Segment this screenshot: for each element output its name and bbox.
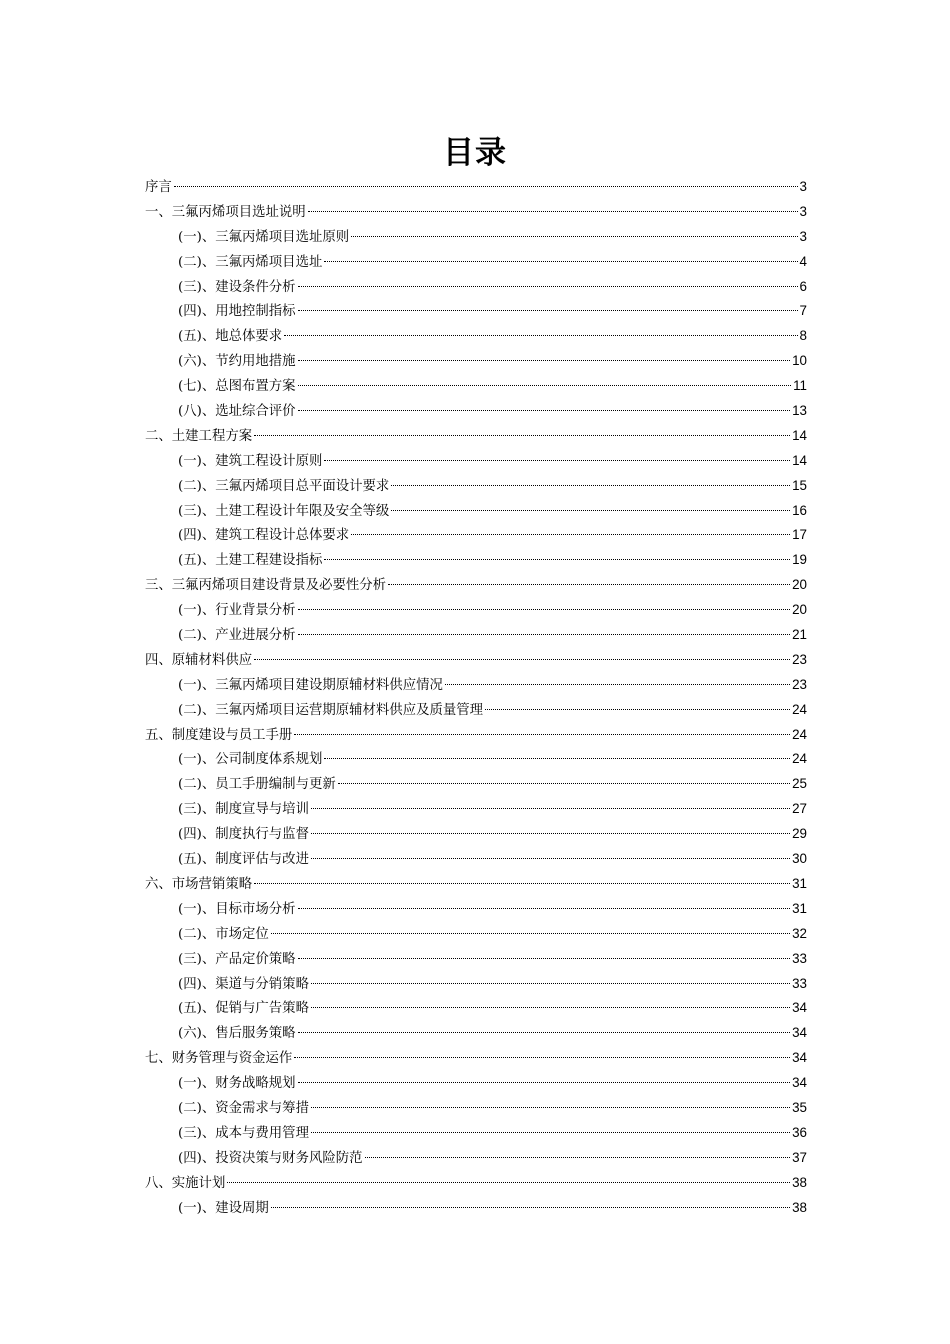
toc-page-number: 24: [792, 701, 807, 717]
toc-page-number: 38: [792, 1199, 807, 1215]
toc-entry-title: (一)、公司制度体系规划: [178, 752, 323, 768]
toc-page-number: 4: [799, 253, 807, 269]
toc-page-number: 29: [792, 826, 807, 842]
toc-subentry[interactable]: [145, 598, 807, 623]
toc-entry-title: (一)、行业背景分析: [178, 603, 296, 619]
toc-subentry[interactable]: [145, 374, 807, 399]
toc-dot-leader: [311, 1007, 790, 1008]
toc-dot-leader: [324, 261, 797, 262]
toc-page-number: 33: [792, 975, 807, 991]
toc-dot-leader: [298, 310, 798, 311]
toc-subentry[interactable]: [145, 349, 807, 374]
toc-page-number: 36: [792, 1124, 807, 1140]
toc-dot-leader: [298, 385, 792, 386]
toc-entry-title: (二)、市场定位: [178, 926, 269, 942]
toc-dot-leader: [311, 983, 790, 984]
toc-page-number: 3: [799, 228, 807, 244]
toc-page-number: 25: [792, 776, 807, 792]
toc-dot-leader: [308, 211, 798, 212]
toc-entry-title: (四)、投资决策与财务风险防范: [178, 1150, 363, 1166]
toc-entry-title: (二)、产业进展分析: [178, 628, 296, 644]
toc-page-number: 32: [792, 925, 807, 941]
toc-entry[interactable]: [145, 200, 807, 225]
toc-dot-leader: [294, 734, 790, 735]
toc-entry-title: (二)、资金需求与筹措: [178, 1100, 309, 1116]
toc-dot-leader: [271, 1207, 790, 1208]
toc-dot-leader: [294, 1057, 790, 1058]
toc-dot-leader: [298, 410, 791, 411]
toc-subentry[interactable]: [145, 698, 807, 723]
toc-dot-leader: [254, 883, 790, 884]
toc-dot-leader: [324, 559, 790, 560]
toc-entry-title: (三)、产品定价策略: [178, 951, 296, 967]
toc-entry-title: (四)、渠道与分销策略: [178, 976, 309, 992]
toc-entry-title: (五)、地总体要求: [178, 329, 283, 345]
toc-entry-title: 八、实施计划: [145, 1175, 226, 1191]
toc-dot-leader: [298, 1082, 791, 1083]
toc-dot-leader: [298, 908, 791, 909]
toc-page-number: 11: [793, 378, 807, 394]
toc-entry-title: (一)、财务战略规划: [178, 1076, 296, 1092]
toc-entry-title: 序言: [145, 180, 172, 195]
toc-entry-title: (二)、三氟丙烯项目选址: [178, 254, 323, 270]
toc-entry[interactable]: [145, 175, 807, 200]
toc-subentry[interactable]: [145, 499, 807, 524]
toc-page-number: 10: [792, 353, 807, 369]
toc-entry-title: (二)、三氟丙烯项目总平面设计要求: [178, 478, 390, 494]
page-title: 目录: [443, 135, 507, 171]
toc-subentry[interactable]: [145, 1021, 807, 1046]
toc-entry-title: 六、市场营销策略: [145, 876, 253, 892]
toc-page-number: 34: [792, 1025, 807, 1041]
toc-subentry[interactable]: [145, 1146, 807, 1171]
toc-dot-leader: [254, 659, 790, 660]
toc-entry[interactable]: [145, 872, 807, 897]
toc-entry-title: (三)、成本与费用管理: [178, 1125, 309, 1141]
toc-dot-leader: [311, 808, 790, 809]
toc-page-number: 6: [799, 278, 807, 294]
toc-subentry[interactable]: [145, 225, 807, 250]
toc-page-number: 21: [792, 627, 807, 643]
toc-subentry[interactable]: [145, 474, 807, 499]
toc-dot-leader: [391, 510, 790, 511]
toc-page-number: 23: [792, 651, 807, 667]
toc-page-number: 15: [792, 477, 807, 493]
toc-dot-leader: [284, 335, 797, 336]
toc-entry-title: (五)、制度评估与改进: [178, 852, 309, 868]
toc-subentry[interactable]: [145, 324, 807, 349]
toc-dot-leader: [391, 485, 790, 486]
toc-subentry[interactable]: [145, 972, 807, 997]
toc-dot-leader: [311, 1132, 790, 1133]
toc-entry-title: (一)、目标市场分析: [178, 901, 296, 917]
toc-subentry[interactable]: [145, 299, 807, 324]
toc-entry[interactable]: [145, 1171, 807, 1196]
toc-subentry[interactable]: [145, 847, 807, 872]
toc-dot-leader: [445, 684, 790, 685]
toc-dot-leader: [311, 1107, 790, 1108]
toc-page-number: 31: [792, 875, 807, 891]
toc-subentry[interactable]: [145, 897, 807, 922]
toc-dot-leader: [311, 833, 790, 834]
toc-subentry[interactable]: [145, 673, 807, 698]
toc-dot-leader: [365, 1157, 791, 1158]
toc-page-number: 27: [792, 801, 807, 817]
toc-entry-title: (八)、选址综合评价: [178, 404, 296, 420]
toc-page-number: 8: [799, 328, 807, 344]
toc-page-number: 31: [792, 900, 807, 916]
toc-entry-title: 二、土建工程方案: [145, 428, 253, 444]
toc-entry-title: 七、财务管理与资金运作: [145, 1051, 293, 1067]
toc-dot-leader: [338, 783, 790, 784]
toc-entry[interactable]: [145, 573, 807, 598]
toc-entry[interactable]: [145, 1046, 807, 1071]
toc-subentry[interactable]: [145, 449, 807, 474]
toc-entry[interactable]: [145, 424, 807, 449]
toc-subentry[interactable]: [145, 523, 807, 548]
toc-dot-leader: [351, 236, 797, 237]
toc-subentry[interactable]: [145, 1071, 807, 1096]
toc-entry-title: 五、制度建设与员工手册: [145, 727, 293, 743]
toc-page-number: 34: [792, 1075, 807, 1091]
toc-subentry[interactable]: [145, 250, 807, 275]
toc-entry-title: (一)、三氟丙烯项目选址原则: [178, 229, 350, 245]
toc-page-number: 24: [792, 726, 807, 742]
toc-entry-title: (三)、建设条件分析: [178, 279, 296, 295]
toc-entry-title: (六)、售后服务策略: [178, 1026, 296, 1042]
toc-page-number: 20: [792, 602, 807, 618]
toc-subentry[interactable]: [145, 996, 807, 1021]
toc-page-number: 19: [792, 552, 807, 568]
toc-page-number: 16: [792, 502, 807, 518]
toc-subentry[interactable]: [145, 548, 807, 573]
toc-entry-title: 四、原辅材料供应: [145, 652, 253, 668]
toc-page-number: 17: [792, 527, 807, 543]
toc-dot-leader: [485, 709, 790, 710]
toc-page-number: 24: [792, 751, 807, 767]
toc-page-number: 38: [792, 1174, 807, 1190]
toc-dot-leader: [324, 460, 790, 461]
toc-subentry[interactable]: [145, 797, 807, 822]
toc-entry-title: (六)、节约用地措施: [178, 354, 296, 370]
toc-subentry[interactable]: [145, 947, 807, 972]
toc-dot-leader: [254, 435, 790, 436]
toc-subentry[interactable]: [145, 1121, 807, 1146]
toc-dot-leader: [271, 933, 790, 934]
toc-subentry[interactable]: [145, 822, 807, 847]
toc-subentry[interactable]: [145, 747, 807, 772]
toc-page-number: 35: [792, 1099, 807, 1115]
toc-entry-title: (五)、促销与广告策略: [178, 1001, 309, 1017]
toc-dot-leader: [311, 858, 790, 859]
toc-page-number: 14: [792, 452, 807, 468]
toc-entry-title: 一、三氟丙烯项目选址说明: [145, 204, 306, 220]
toc-page-number: 37: [792, 1149, 807, 1165]
toc-page-number: 7: [799, 303, 807, 319]
toc-entry[interactable]: [145, 648, 807, 673]
toc-entry-title: 三、三氟丙烯项目建设背景及必要性分析: [145, 578, 387, 594]
toc-subentry[interactable]: [145, 623, 807, 648]
toc-dot-leader: [298, 286, 798, 287]
toc-entry-title: (四)、制度执行与监督: [178, 827, 309, 843]
toc-entry-title: (二)、员工手册编制与更新: [178, 777, 336, 793]
toc-subentry[interactable]: [145, 922, 807, 947]
toc-subentry[interactable]: [145, 1196, 807, 1221]
toc-entry-title: (二)、三氟丙烯项目运营期原辅材料供应及质量管理: [178, 702, 484, 718]
toc-dot-leader: [298, 360, 791, 361]
toc-page-number: 3: [799, 203, 807, 219]
toc-entry-title: (一)、建设周期: [178, 1200, 269, 1216]
toc-page-number: 23: [792, 676, 807, 692]
toc-page-number: 13: [792, 403, 807, 419]
toc-page-number: 3: [799, 179, 807, 194]
toc-dot-leader: [298, 1032, 791, 1033]
toc-entry-title: (三)、土建工程设计年限及安全等级: [178, 503, 390, 519]
table-of-contents: [145, 175, 807, 1220]
toc-dot-leader: [324, 758, 790, 759]
toc-page-number: 34: [792, 1050, 807, 1066]
toc-entry-title: (四)、建筑工程设计总体要求: [178, 528, 350, 544]
toc-subentry[interactable]: [145, 399, 807, 424]
toc-dot-leader: [227, 1182, 790, 1183]
toc-page-number: 30: [792, 851, 807, 867]
toc-entry-title: (三)、制度宣导与培训: [178, 802, 309, 818]
toc-dot-leader: [298, 609, 791, 610]
toc-page-number: 34: [792, 1000, 807, 1016]
toc-subentry[interactable]: [145, 772, 807, 797]
toc-subentry[interactable]: [145, 1096, 807, 1121]
toc-entry-title: (一)、三氟丙烯项目建设期原辅材料供应情况: [178, 677, 443, 693]
toc-dot-leader: [298, 958, 791, 959]
toc-dot-leader: [174, 186, 798, 187]
toc-entry-title: (七)、总图布置方案: [178, 379, 296, 395]
toc-entry-title: (五)、土建工程建设指标: [178, 553, 323, 569]
toc-page-number: 20: [792, 577, 807, 593]
toc-dot-leader: [388, 584, 790, 585]
toc-entry-title: (四)、用地控制指标: [178, 304, 296, 320]
toc-entry-title: (一)、建筑工程设计原则: [178, 453, 323, 469]
toc-page-number: 14: [792, 427, 807, 443]
toc-dot-leader: [298, 634, 791, 635]
toc-dot-leader: [351, 534, 790, 535]
toc-subentry[interactable]: [145, 275, 807, 300]
toc-entry[interactable]: [145, 723, 807, 748]
toc-page-number: 33: [792, 950, 807, 966]
